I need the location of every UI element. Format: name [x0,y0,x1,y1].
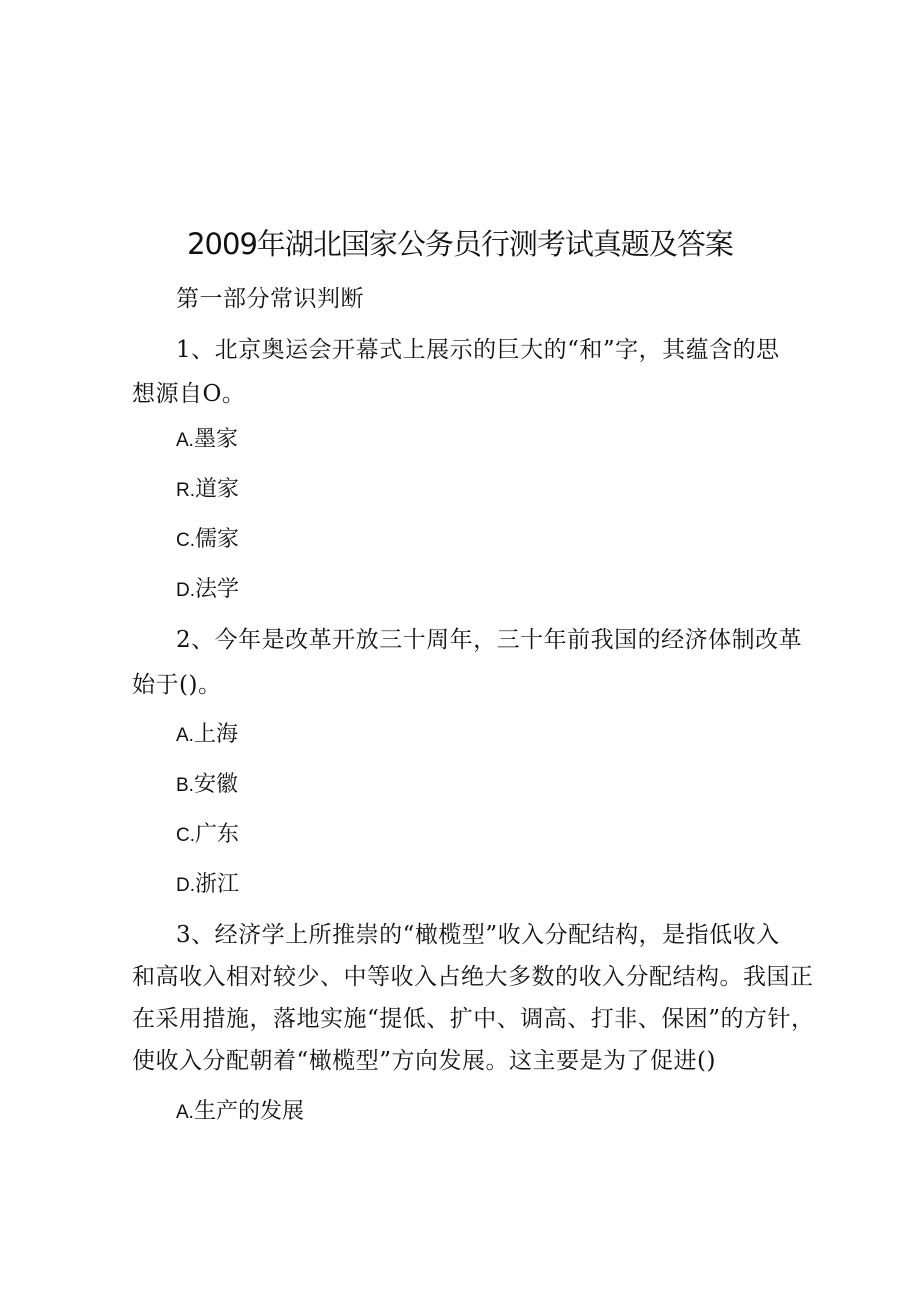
option-letter: D. [176,875,195,896]
option-letter: R. [176,480,195,501]
option-d [176,575,239,606]
option-c [176,525,239,556]
option-letter: C. [176,530,195,551]
option-letter: D. [176,580,195,601]
option-d [176,870,239,901]
option-text: 浙江 [195,872,240,897]
option-text: 广东 [195,822,240,847]
option-text: 墨家 [193,427,238,452]
question-stem-line: 3、经济学上所推崇的“橄榄型”收入分配结构，是指低收入 [176,922,780,948]
option-letter: B. [176,775,194,796]
question-stem-line: 在采用措施，落地实施“提低、扩中、调高、打非、保困”的方针， [132,1006,815,1032]
option-b [176,770,238,801]
option-letter: A. [176,1102,194,1123]
option-text: 法学 [195,577,240,602]
question-stem-line: 使收入分配朝着“橄榄型”方向发展。这主要是为了促进() [132,1048,716,1074]
option-text: 上海 [193,722,238,747]
option-letter: A. [176,430,194,451]
option-text: 儒家 [195,527,240,552]
section-heading: 第一部分常识判断 [176,286,364,312]
document-title: 2009年湖北国家公务员行测考试真题及答案 [187,227,733,261]
option-c [176,820,239,851]
option-letter: C. [176,825,195,846]
question-stem-line: 想源自O。 [132,381,246,407]
option-letter: A. [176,725,194,746]
option-a [176,1097,304,1128]
question-stem-line: 1、北京奥运会开幕式上展示的巨大的“和”字，其蕴含的思 [176,337,780,363]
option-b [176,475,239,506]
option-text: 生产的发展 [193,1099,304,1124]
option-text: 安徽 [193,772,238,797]
question-stem-line: 和高收入相对较少、中等收入占绝大多数的收入分配结构。我国正 [132,964,814,990]
option-a [176,425,238,456]
option-a [176,720,238,751]
option-text: 道家 [195,477,240,502]
question-stem-line: 始于()。 [132,672,222,698]
question-stem-line: 2、今年是改革开放三十周年，三十年前我国的经济体制改革 [176,627,803,653]
